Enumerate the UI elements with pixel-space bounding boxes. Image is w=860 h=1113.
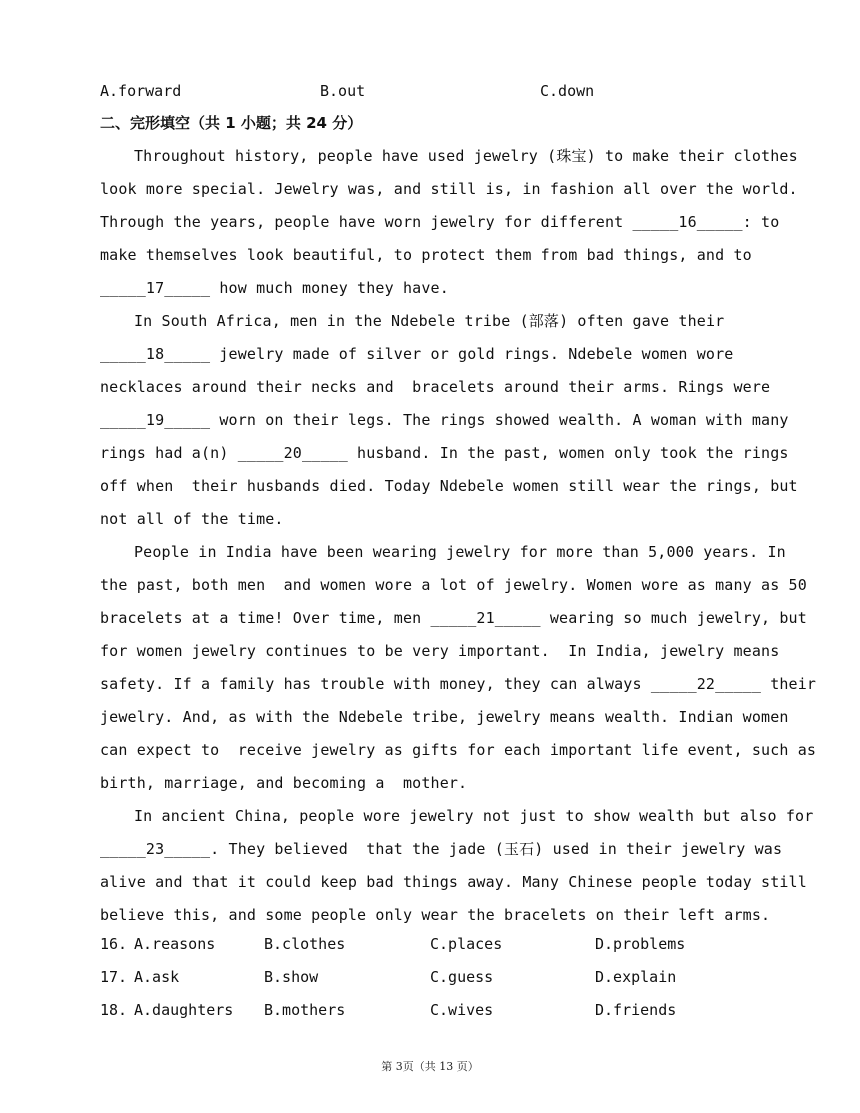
option-d[interactable]: D.problems bbox=[595, 935, 686, 953]
option-b[interactable]: B.show bbox=[264, 968, 319, 986]
passage-line: In ancient China, people wore jewelry not just to show wealth but also for bbox=[134, 807, 814, 825]
option-c[interactable]: C.places bbox=[430, 935, 503, 953]
passage-line: jewelry. And, as with the Ndebele tribe, jewelry means wealth. Indian women bbox=[100, 708, 789, 726]
question-number: 18. bbox=[100, 1001, 128, 1019]
passage-line: birth, marriage, and becoming a mother. bbox=[100, 774, 468, 792]
passage-line: _____17_____ how much money they have. bbox=[100, 279, 449, 297]
option-b[interactable]: B.mothers bbox=[264, 1001, 346, 1019]
question-number: 17. bbox=[100, 968, 128, 986]
passage-line: believe this, and some people only wear the bracelets on their left arms. bbox=[100, 906, 771, 924]
page-footer: 第 3页（共 13 页） bbox=[381, 1060, 479, 1073]
passage-line: People in India have been wearing jewelry for more than 5,000 years. In bbox=[134, 543, 786, 561]
passage-line: Throughout history, people have used jewelry (珠宝) to make their clothes bbox=[134, 147, 798, 165]
passage-line: not all of the time. bbox=[100, 510, 284, 528]
passage-line: safety. If a family has trouble with money, they can always _____22_____ their bbox=[100, 675, 817, 693]
option-a[interactable]: A.ask bbox=[134, 968, 180, 986]
passage-line: _____23_____. They believed that the jade (玉石) used in their jewelry was bbox=[100, 840, 783, 858]
passage-line: for women jewelry continues to be very important. In India, jewelry means bbox=[100, 642, 780, 660]
passage-line: off when their husbands died. Today Ndebele women still wear the rings, but bbox=[100, 477, 798, 495]
option-d[interactable]: D.explain bbox=[595, 968, 677, 986]
option-c[interactable]: C.guess bbox=[430, 968, 494, 986]
passage-line: Through the years, people have worn jewelry for different _____16_____: to bbox=[100, 213, 780, 231]
option-c[interactable]: C.wives bbox=[430, 1001, 494, 1019]
passage-line: In South Africa, men in the Ndebele tribe (部落) often gave their bbox=[134, 312, 725, 330]
passage-line: bracelets at a time! Over time, men _____21_____ wearing so much jewelry, but bbox=[100, 609, 807, 627]
passage-line: rings had a(n) _____20_____ husband. In the past, women only took the rings bbox=[100, 444, 789, 462]
passage-line: look more special. Jewelry was, and still is, in fashion all over the world. bbox=[100, 180, 798, 198]
option-a[interactable]: A.daughters bbox=[134, 1001, 234, 1019]
passage-line: _____19_____ worn on their legs. The rings showed wealth. A woman with many bbox=[100, 411, 789, 429]
option-b[interactable]: B.clothes bbox=[264, 935, 346, 953]
prev-option-a: A.forward bbox=[100, 82, 182, 100]
passage-line: alive and that it could keep bad things away. Many Chinese people today still bbox=[100, 873, 807, 891]
passage-line: necklaces around their necks and bracelets around their arms. Rings were bbox=[100, 378, 771, 396]
option-a[interactable]: A.reasons bbox=[134, 935, 216, 953]
prev-option-b: B.out bbox=[320, 82, 366, 100]
prev-option-c: C.down bbox=[540, 82, 595, 100]
section-title: 二、完形填空（共 1 小题；共 24 分） bbox=[100, 114, 363, 132]
option-d[interactable]: D.friends bbox=[595, 1001, 677, 1019]
passage-line: can expect to receive jewelry as gifts for each important life event, such as bbox=[100, 741, 817, 759]
passage-line: make themselves look beautiful, to protect them from bad things, and to bbox=[100, 246, 752, 264]
passage-line: the past, both men and women wore a lot of jewelry. Women wore as many as 50 bbox=[100, 576, 807, 594]
passage-line: _____18_____ jewelry made of silver or gold rings. Ndebele women wore bbox=[100, 345, 734, 363]
question-number: 16. bbox=[100, 935, 128, 953]
